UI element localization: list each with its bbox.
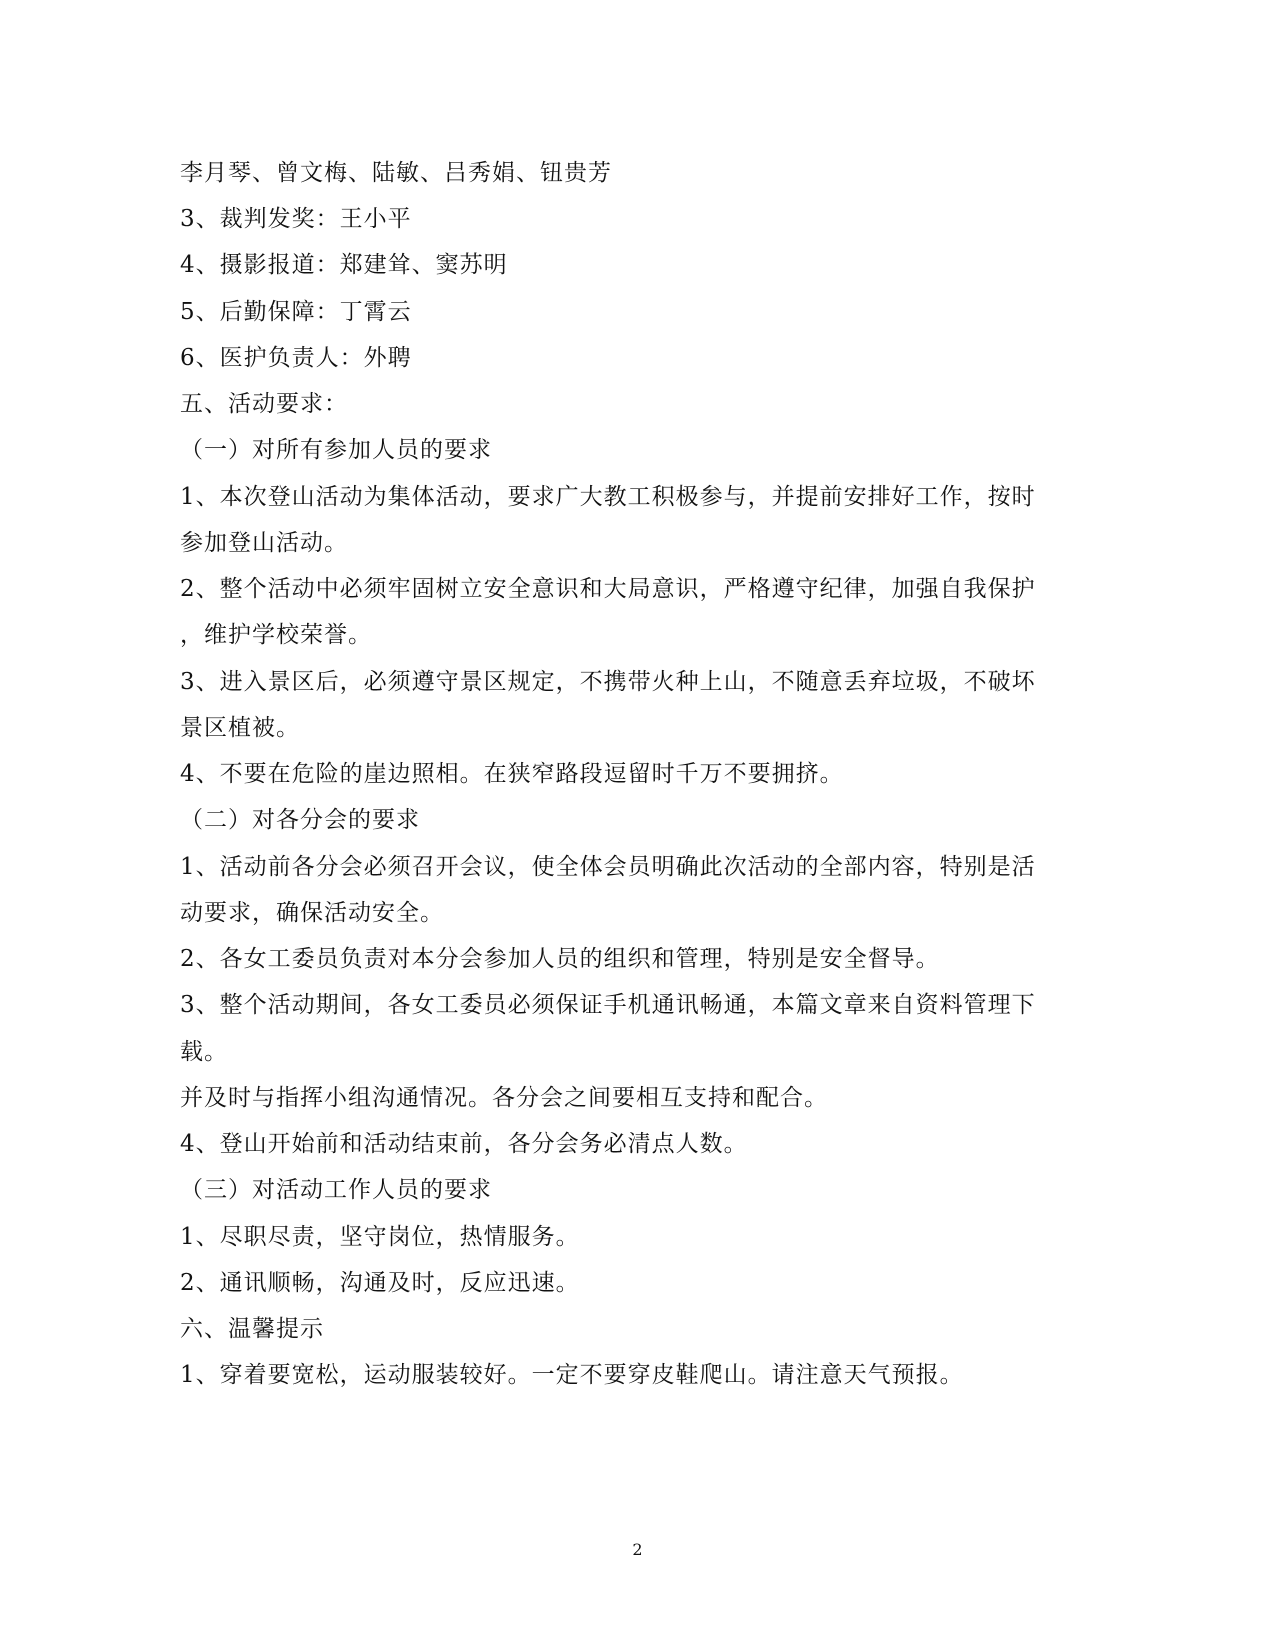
text-line: 6、医护负责人：外聘: [180, 345, 412, 371]
text-line: 参加登山活动。: [180, 530, 348, 556]
page-number: 2: [632, 1540, 643, 1559]
text-line: 4、不要在危险的崖边照相。在狭窄路段逗留时千万不要拥挤。: [180, 761, 844, 787]
text-line: 1、活动前各分会必须召开会议，使全体会员明确此次活动的全部内容，特别是活: [180, 854, 1036, 880]
text-line: 5、后勤保障：丁霄云: [180, 299, 412, 325]
subsection-heading: （三）对活动工作人员的要求: [180, 1177, 492, 1203]
text-line: 2、整个活动中必须牢固树立安全意识和大局意识，严格遵守纪律，加强自我保护: [180, 576, 1036, 602]
text-line: 李月琴、曾文梅、陆敏、吕秀娟、钮贵芳: [180, 160, 612, 186]
text-line: 4、摄影报道：郑建耸、窦苏明: [180, 252, 508, 278]
section-heading: 五、活动要求：: [180, 391, 348, 417]
subsection-heading: （一）对所有参加人员的要求: [180, 437, 492, 463]
text-line: 1、穿着要宽松，运动服装较好。一定不要穿皮鞋爬山。请注意天气预报。: [180, 1362, 964, 1388]
text-line: 动要求，确保活动安全。: [180, 900, 444, 926]
text-line: 4、登山开始前和活动结束前，各分会务必清点人数。: [180, 1131, 748, 1157]
text-line: 2、各女工委员负责对本分会参加人员的组织和管理，特别是安全督导。: [180, 946, 940, 972]
text-line: 1、尽职尽责，坚守岗位，热情服务。: [180, 1224, 580, 1250]
text-line: 3、进入景区后，必须遵守景区规定，不携带火种上山，不随意丢弃垃圾，不破坏: [180, 669, 1036, 695]
text-line: 1、本次登山活动为集体活动，要求广大教工积极参与，并提前安排好工作，按时: [180, 484, 1036, 510]
text-line: ，维护学校荣誉。: [180, 622, 372, 648]
text-line: 载。: [180, 1039, 228, 1065]
text-line: 并及时与指挥小组沟通情况。各分会之间要相互支持和配合。: [180, 1085, 828, 1111]
text-line: 3、整个活动期间，各女工委员必须保证手机通讯畅通，本篇文章来自资料管理下: [180, 992, 1036, 1018]
text-line: 2、通讯顺畅，沟通及时，反应迅速。: [180, 1270, 580, 1296]
text-line: 3、裁判发奖：王小平: [180, 206, 412, 232]
subsection-heading: （二）对各分会的要求: [180, 807, 420, 833]
text-line: 景区植被。: [180, 715, 300, 741]
section-heading: 六、温馨提示: [180, 1316, 324, 1342]
